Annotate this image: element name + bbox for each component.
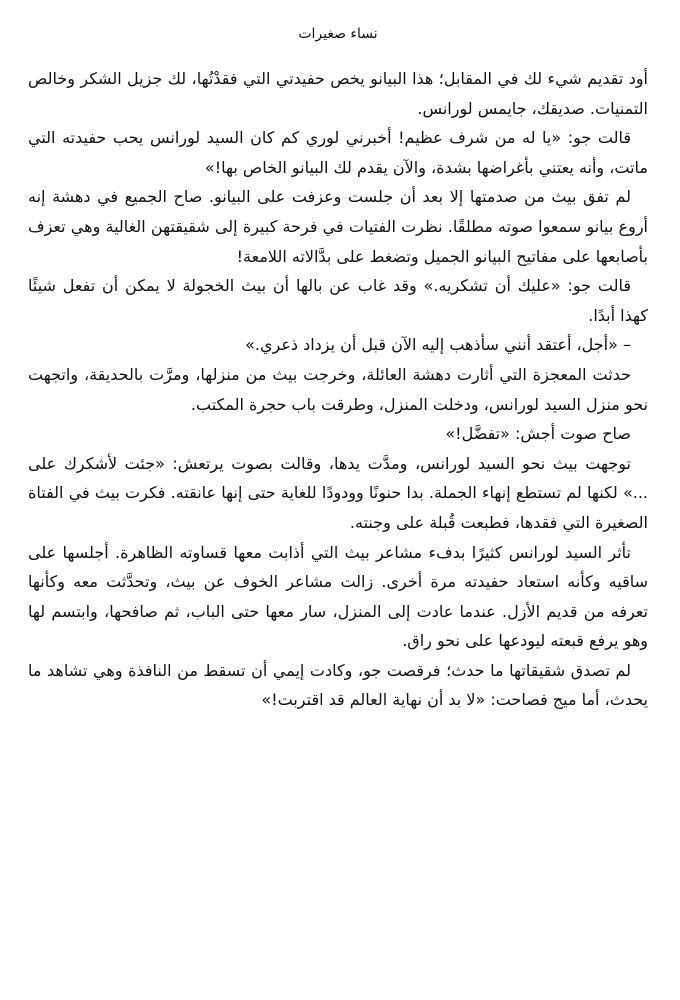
paragraph-beth-reply: – «أجل، أعتقد أنني سأذهب إليه الآن قبل أن يزداد ذعري.» [245,335,631,355]
paragraph-beth-plays: لم تفق بيث من صدمتها إلا بعد أن جلست وعزفت على البيانو. صاح الجميع في دهشة إنه أروع بيانو سمعوا صوته مطلقًا. نظرت الفتيات في فرحة كبيرة إلى شقيقتهن الغالية وهي تعزف بأصابعها على مفاتيح البيانو الجميل وتضغط على بدَّالاته اللامعة! [28,187,648,266]
paragraph-come-in: صاح صوت أجش: «تفضَّل!» [445,424,631,444]
paragraph-beth-thanks: توجهت بيث نحو السيد لورانس، ومدَّت يدها، وقالت بصوت يرتعش: «جئت لأشكرك على ...» لكنها لم تستطع إنهاء الجملة. بدا حنونًا وودودًا للغاية حتى إنها عانقته. فكرت بيث في الفتاة الصغيرة التي فقدها، فطبعت قُبلة على وجنته. [28,453,648,532]
paragraph-letter-closing: أود تقديم شيء لك في المقابل؛ هذا البيانو يخص حفيدتي التي فقدْتُها، لك جزيل الشكر وخالص التمنيات. صديقك، جايمس لورانس. [28,69,648,118]
paragraph-mr-laurence-moved: تأثر السيد لورانس كثيرًا بدفء مشاعر بيث التي أذابت معها قساوته الظاهرة. أجلسها على ساقيه وكأنه استعاد حفيدته مرة أخرى. زالت مشاعر الخوف عن بيث، وتحدَّثت معه وكأنها تعرفه من قديم الأزل. عندما عادت إلى المنزل، سار معها حتى الباب، ثم صافحها، وابتسم لها وهو يرفع قبعته ليودعها على نحو راق. [28,542,648,651]
paragraph-jo-honor: قالت جو: «يا له من شرف عظيم! أخبرني لوري كم كان السيد لورانس يحب حفيدته التي ماتت، وأنه يعتني بأغراضها بشدة، والآن يقدم لك البيانو الخاص بها!» [28,128,648,177]
paragraph-miracle: حدثت المعجزة التي أثارت دهشة العائلة، وخرجت بيث من منزلها، ومرَّت بالحديقة، واتجهت نحو منزل السيد لورانس، ودخلت المنزل، وطرقت باب حجرة المكتب. [28,364,648,414]
paragraph-thank-him: قالت جو: «عليك أن تشكريه.» وقد غاب عن بالها أن بيث الخجولة لا يمكن أن تفعل شيئًا كهذا أبدًا. [28,276,648,325]
body-text [28,64,648,715]
running-title: نساء صغيرات [298,26,378,42]
paragraph-sisters-react: لم تصدق شقيقاتها ما حدث؛ فرقصت جو، وكادت إيمي أن تسقط من النافذة وهي تشاهد ما يحدث، أما ميج فصاحت: «لا بد أن نهاية العالم قد اقتربت!» [28,660,648,710]
